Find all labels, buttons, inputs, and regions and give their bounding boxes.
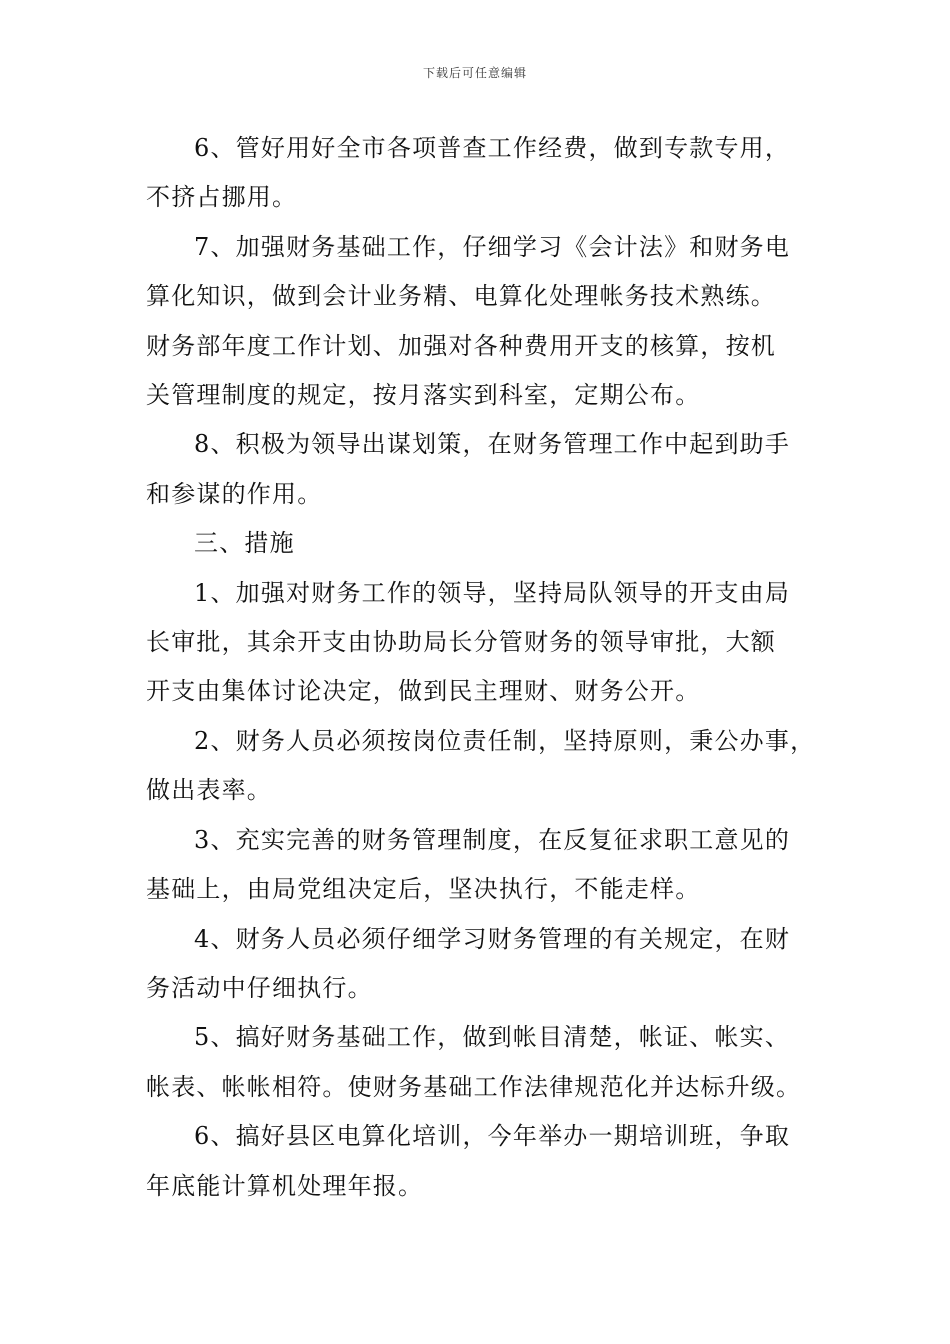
section-heading-measures [146,519,814,568]
paragraph-item-7-accounting [146,223,814,421]
text-line: 2、财务人员必须按岗位责任制，坚持原则，秉公办事， [194,726,816,755]
text-line: 6、搞好县区电算化培训，今年举办一期培训班，争取 [194,1122,791,1151]
text-line: 关管理制度的规定，按月落实到科室，定期公布。 [146,381,701,410]
text-line: 算化知识，做到会计业务精、电算化处理帐务技术熟练。 [146,282,776,311]
page-header: 下载后可任意编辑 [422,66,527,80]
paragraph-measure-4 [146,915,814,1014]
text-line: 3、充实完善的财务管理制度，在反复征求职工意见的 [194,825,791,854]
paragraph-item-6-funds [146,124,814,223]
text-line: 年底能计算机处理年报。 [146,1171,424,1200]
text-line: 5、搞好财务基础工作，做到帐目清楚，帐证、帐实、 [194,1023,791,1052]
paragraph-measure-5 [146,1013,814,1112]
text-line: 1、加强对财务工作的领导，坚持局队领导的开支由局 [194,578,791,607]
text-line: 不挤占挪用。 [146,183,298,212]
text-line: 帐表、帐帐相符。使财务基础工作法律规范化并达标升级。 [146,1072,802,1101]
text-line: 8、积极为领导出谋划策，在财务管理工作中起到助手 [194,430,791,459]
text-line: 财务部年度工作计划、加强对各种费用开支的核算，按机 [146,331,776,360]
text-line: 基础上，由局党组决定后，坚决执行，不能走样。 [146,875,701,904]
paragraph-measure-2 [146,717,814,816]
paragraph-measure-3 [146,816,814,915]
text-line: 4、财务人员必须仔细学习财务管理的有关规定，在财 [194,924,791,953]
text-line: 开支由集体讨论决定，做到民主理财、财务公开。 [146,677,701,706]
text-line: 三、措施 [194,529,295,558]
text-line: 7、加强财务基础工作，仔细学习《会计法》和财务电 [194,232,791,261]
paragraph-measure-1 [146,569,814,717]
text-line: 长审批，其余开支由协助局长分管财务的领导审批，大额 [146,628,776,657]
text-line: 6、管好用好全市各项普查工作经费，做到专款专用， [194,134,791,162]
text-line: 做出表率。 [146,776,272,805]
text-line: 务活动中仔细执行。 [146,973,373,1002]
paragraph-measure-6 [146,1112,814,1211]
paragraph-item-8-advice [146,420,814,519]
text-line: 和参谋的作用。 [146,479,323,508]
document-body [146,124,814,1211]
